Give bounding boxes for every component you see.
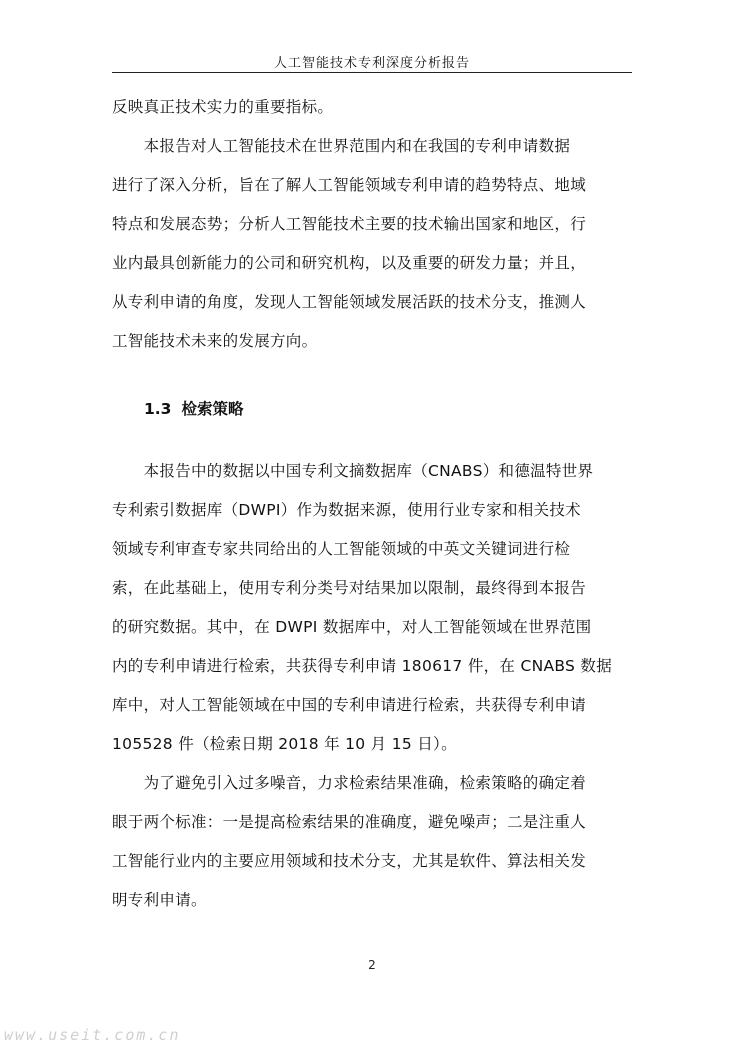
paragraph-line: 库中，对人工智能领域在中国的专利申请进行检索，共获得专利申请 (112, 696, 587, 714)
paragraph-line: 反映真正技术实力的重要指标。 (112, 98, 334, 116)
paragraph-report-scope (112, 127, 632, 361)
header-divider (112, 72, 632, 73)
section-number: 1.3 (144, 400, 172, 418)
paragraph-line: 进行了深入分析，旨在了解人工智能领域专利申请的趋势特点、地域 (112, 176, 587, 194)
paragraph-line: 工智能技术未来的发展方向。 (112, 332, 318, 350)
paragraph-line: 特点和发展态势；分析人工智能技术主要的技术输出国家和地区，行 (112, 215, 587, 233)
site-watermark: www.useit.com.cn (4, 1026, 181, 1044)
paragraph-data-sources (112, 452, 632, 764)
page-number: 2 (368, 958, 376, 972)
paragraph-line: 领域专利审查专家共同给出的人工智能领域的中英文关键词进行检 (112, 540, 571, 558)
paragraph-line: 工智能行业内的主要应用领域和技术分支，尤其是软件、算法相关发 (112, 852, 587, 870)
section-title: 检索策略 (181, 400, 244, 418)
page-header-title: 人工智能技术专利深度分析报告 (273, 56, 470, 71)
paragraph-line: 从专利申请的角度，发现人工智能领域发展活跃的技术分支，推测人 (112, 293, 587, 311)
paragraph-search-strategy (112, 764, 632, 920)
paragraph-continuation (112, 88, 632, 127)
paragraph-line: 本报告对人工智能技术在世界范围内和在我国的专利申请数据 (112, 137, 571, 155)
paragraph-line: 业内最具创新能力的公司和研究机构，以及重要的研发力量；并且， (112, 254, 587, 272)
paragraph-line: 明专利申请。 (112, 891, 207, 909)
paragraph-line: 专利索引数据库（DWPI）作为数据来源，使用行业专家和相关技术 (112, 501, 581, 519)
paragraph-line: 索，在此基础上，使用专利分类号对结果加以限制，最终得到本报告 (112, 579, 587, 597)
section-heading (144, 396, 243, 422)
paragraph-line: 本报告中的数据以中国专利文摘数据库（CNABS）和德温特世界 (112, 462, 594, 480)
paragraph-line: 的研究数据。其中，在 DWPI 数据库中，对人工智能领域在世界范围 (112, 618, 592, 636)
paragraph-line: 内的专利申请进行检索，共获得专利申请 180617 件，在 CNABS 数据 (112, 657, 612, 675)
paragraph-line: 105528 件（检索日期 2018 年 10 月 15 日）。 (112, 735, 457, 753)
paragraph-line: 为了避免引入过多噪音，力求检索结果准确，检索策略的确定着 (112, 774, 587, 792)
paragraph-line: 眼于两个标准：一是提高检索结果的准确度，避免噪声；二是注重人 (112, 813, 587, 831)
